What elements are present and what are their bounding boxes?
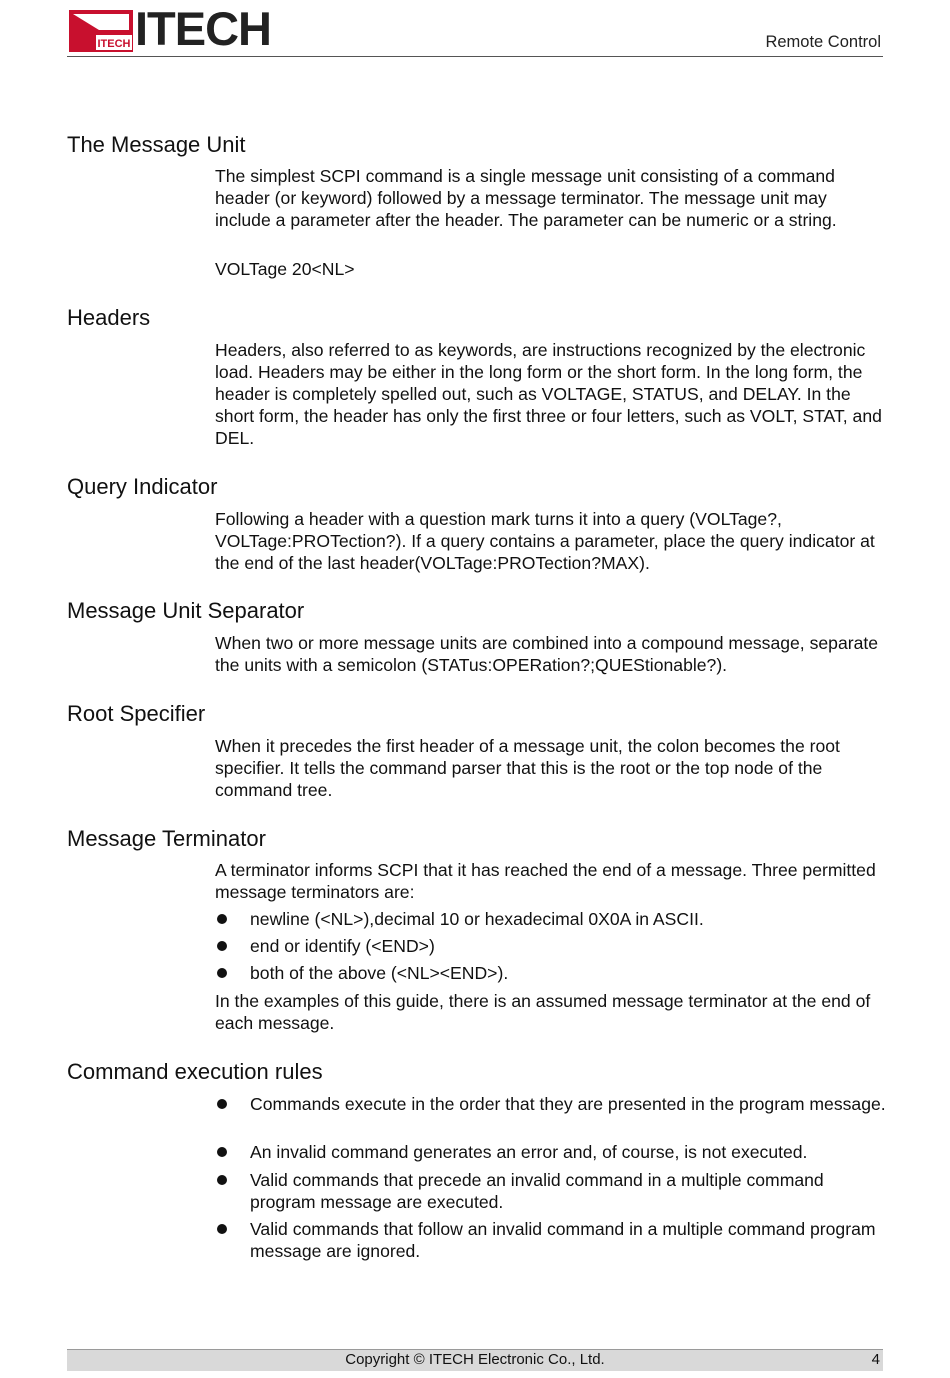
list-item-text: Valid commands that follow an invalid command in a multiple command program message are ignored.	[250, 1219, 876, 1261]
paragraph-query-indicator: Following a header with a question mark turns it into a query (VOLTage?, VOLTage:PROTection?). If a query contains a parameter, place the query indicator at the end of the last header(VOLTage:PROTection?MAX).	[215, 509, 875, 573]
logo-badge-text: ITECH	[97, 38, 131, 50]
list-item-text: An invalid command generates an error and, of course, is not executed.	[250, 1142, 808, 1162]
paragraph-headers: Headers, also referred to as keywords, are instructions recognized by the electronic load. Headers may be either in the long form or the short form. In the long form, the header is completely spelled out, such as VOLTAGE, STATUS, and DELAY. In the short form, the header has only the first three or four letters, such as VOLT, STAT, and DEL.	[215, 340, 882, 448]
list-item	[215, 1218, 887, 1262]
list-item	[215, 1141, 887, 1163]
page-header	[67, 0, 883, 57]
heading-root-specifier: Root Specifier	[67, 701, 206, 726]
logo-wordmark: ITECH	[135, 2, 271, 55]
list-item-text: both of the above (<NL><END>).	[250, 963, 509, 983]
list-item-text: end or identify (<END>)	[250, 936, 435, 956]
paragraph-message-terminator-outro: In the examples of this guide, there is an assumed message terminator at the end of each message.	[215, 991, 871, 1033]
list-item	[215, 908, 887, 930]
paragraph-message-terminator-intro: A terminator informs SCPI that it has reached the end of a message. Three permitted message terminators are:	[215, 860, 876, 902]
heading-execution-rules: Command execution rules	[67, 1059, 323, 1084]
list-item	[215, 962, 887, 984]
heading-headers: Headers	[67, 305, 151, 330]
bullet-icon	[217, 1099, 227, 1109]
bullet-icon	[217, 1224, 227, 1234]
list-item	[215, 1093, 887, 1115]
list-item	[215, 935, 887, 957]
list-item-text: Valid commands that precede an invalid command in a multiple command program message are executed.	[250, 1170, 824, 1212]
section-title: Remote Control	[765, 33, 881, 51]
bullet-icon	[217, 1175, 227, 1185]
example-message-unit: VOLTage 20<NL>	[215, 259, 355, 279]
paragraph-message-unit-separator: When two or more message units are combined into a compound message, separate the units with a semicolon (STATus:OPERation?;QUEStionable?).	[215, 633, 879, 675]
itech-logo-mark-icon	[69, 10, 133, 52]
heading-message-unit: The Message Unit	[67, 132, 246, 157]
list-item-text: Commands execute in the order that they are presented in the program message.	[250, 1094, 886, 1114]
heading-query-indicator: Query Indicator	[67, 474, 218, 499]
paragraph-message-unit: The simplest SCPI command is a single message unit consisting of a command header (or keyword) followed by a message terminator. The message unit may include a parameter after the header. The parameter can be numeric or a string.	[215, 166, 837, 230]
list-item	[215, 1169, 887, 1213]
page-number: 4	[871, 1351, 880, 1368]
list-item-text: newline (<NL>),decimal 10 or hexadecimal 0X0A in ASCII.	[250, 909, 704, 929]
bullet-icon	[217, 968, 227, 978]
page-footer	[67, 1349, 883, 1371]
bullet-icon	[217, 914, 227, 924]
bullet-icon	[217, 1147, 227, 1157]
heading-message-terminator: Message Terminator	[67, 826, 266, 851]
copyright-text: Copyright © ITECH Electronic Co., Ltd.	[345, 1351, 605, 1368]
bullet-icon	[217, 941, 227, 951]
itech-logo	[69, 2, 271, 55]
paragraph-root-specifier: When it precedes the first header of a message unit, the colon becomes the root specifier. It tells the command parser that this is the root or the top node of the command tree.	[215, 736, 840, 800]
heading-message-unit-separator: Message Unit Separator	[67, 598, 305, 623]
